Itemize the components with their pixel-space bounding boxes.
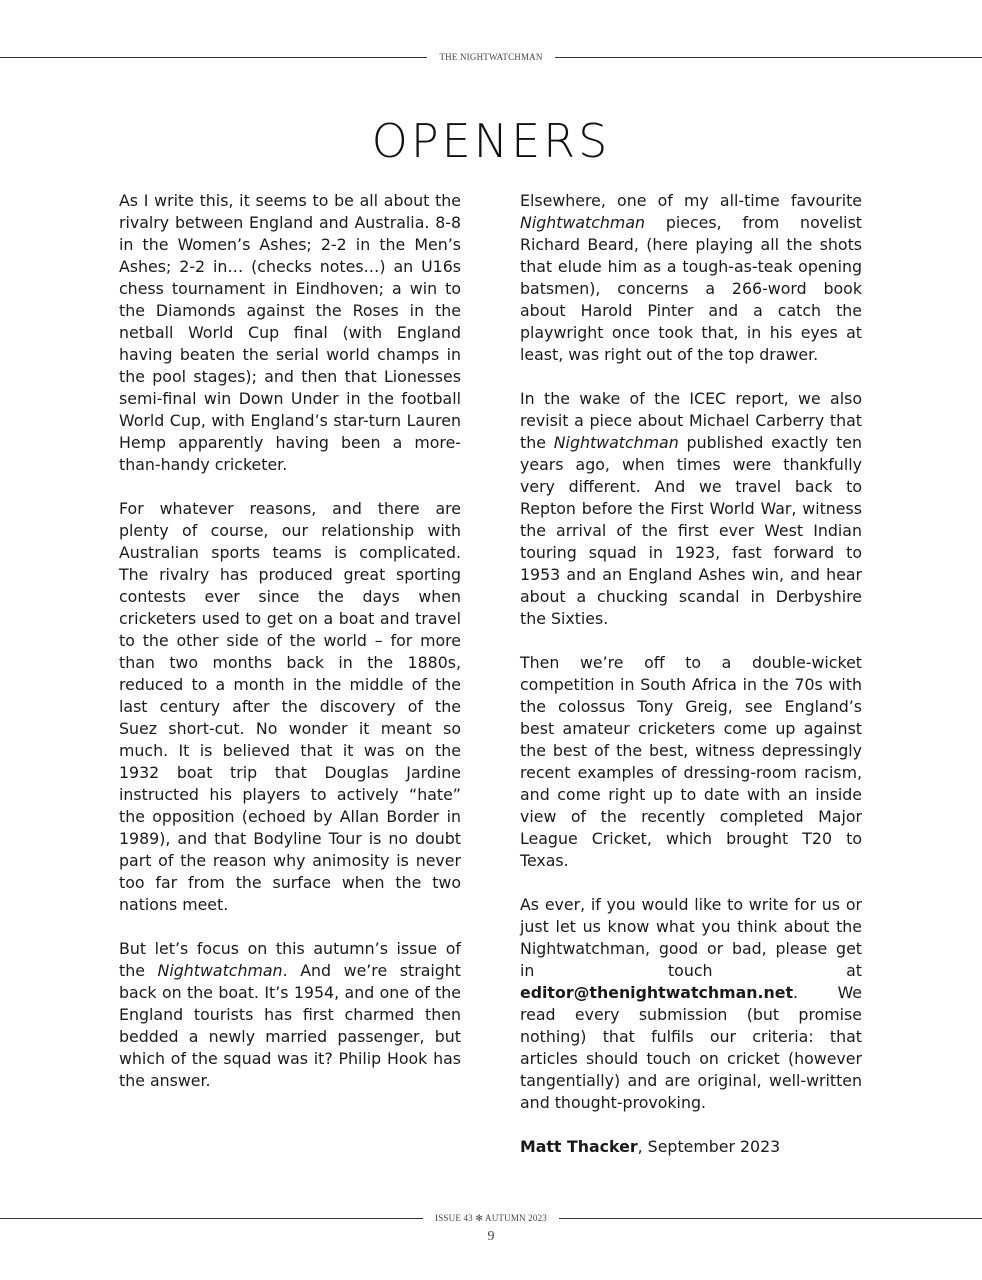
right-p1-text-after: pieces, from novelist Richard Beard, (here playing all the shots that elude him as a tough-as-teak opening batsmen), concerns a 266-word book about Harold Pinter and a catch the playwright once took that, in his eyes at least, was right out of the top drawer.	[520, 213, 862, 364]
right-p4-text-after: . We read every submission (but promise nothing) that fulfils our criteria: that articles should touch on cricket (however tangentially) and are original, well-written and thought-provoking.	[520, 983, 862, 1112]
footer-rule-right	[559, 1218, 982, 1219]
header-rule-left	[0, 57, 427, 58]
footer-rule	[0, 1213, 982, 1224]
left-p3-text-after: . And we’re straight back on the boat. It’s 1954, and one of the England tourists has first charmed then bedded a newly married passenger, but which of the squad was it? Philip Hook has the answer.	[119, 961, 461, 1090]
left-p3-text-before: But let’s focus on this autumn’s issue of the	[119, 939, 461, 980]
publication-name-italic: Nightwatchman	[553, 433, 679, 452]
header-rule	[0, 52, 982, 62]
signoff	[520, 1136, 862, 1158]
left-paragraph-1: As I write this, it seems to be all about the rivalry between England and Australia. 8-8 in the Women’s Ashes; 2-2 in the Men’s Ashes; 2-2 in… (checks notes…) an U16s chess tournament in Eindhoven; a win to the Diamonds against the Roses in the netball World Cup final (with England having beaten the serial world champs in the pool stages); and then that Lionesses semi-final win Down Under in the football World Cup, with England’s star-turn Lauren Hemp apparently having been a more-than-handy cricketer.	[119, 191, 461, 474]
right-p1-text-before: Elsewhere, one of my all-time favourite	[520, 191, 862, 210]
editor-email-link[interactable]: editor@thenightwatchman.net	[520, 983, 793, 1002]
publication-name-italic: Nightwatchman	[157, 961, 283, 980]
header-rule-right	[555, 57, 982, 58]
running-title: THE NIGHTWATCHMAN	[439, 52, 543, 62]
publication-name-italic: Nightwatchman	[520, 213, 646, 232]
right-paragraph-3: Then we’re off to a double-wicket competition in South Africa in the 70s with the colossus Tony Greig, see England’s best amateur cricketers come up against the best of the best, witness depressingly recent examples of dressing-room racism, and come right up to date with an inside view of the recently completed Major League Cricket, which brought T20 to Texas.	[520, 653, 862, 870]
right-paragraph-4	[520, 894, 862, 1114]
right-column	[520, 190, 862, 1180]
right-p4-text-before: As ever, if you would like to write for us or just let us know what you think about the Nightwatchman, good or bad, please get in touch at	[520, 895, 862, 980]
signoff-date: , September 2023	[637, 1137, 781, 1156]
left-paragraph-3	[119, 938, 461, 1092]
right-paragraph-2	[520, 388, 862, 630]
right-p2-text-before: In the wake of the ICEC report, we also revisit a piece about Michael Carberry that the	[520, 389, 862, 452]
footer-rule-left	[0, 1218, 423, 1219]
left-paragraph-2: For whatever reasons, and there are plenty of course, our relationship with Australian sports teams is complicated. The rivalry has produced great sporting contests ever since the days when cricketers used to get on a boat and travel to the other side of the world – for more than two months back in the 1880s, reduced to a month in the middle of the last century after the discovery of the Suez short-cut. No wonder it meant so much. It is believed that it was on the 1932 boat trip that Douglas Jardine instructed his players to actively “hate” the opposition (echoed by Allan Border in 1989), and that Bodyline Tour is no doubt part of the reason why animosity is never too far from the surface when the two nations meet.	[119, 499, 461, 914]
left-column	[119, 190, 461, 1114]
right-p2-text-after: published exactly ten years ago, when times were thankfully very different. And we travel back to Repton before the First World War, witness the arrival of the first ever West Indian touring squad in 1923, fast forward to 1953 and an England Ashes win, and hear about a chucking scandal in Derbyshire the Sixties.	[520, 433, 862, 628]
right-paragraph-1	[520, 190, 862, 366]
page-title: OPENERS	[371, 114, 611, 168]
page-number: 9	[487, 1229, 495, 1244]
issue-label: ISSUE 43 ✻ AUTUMN 2023	[435, 1213, 547, 1223]
signoff-author: Matt Thacker	[520, 1137, 638, 1156]
